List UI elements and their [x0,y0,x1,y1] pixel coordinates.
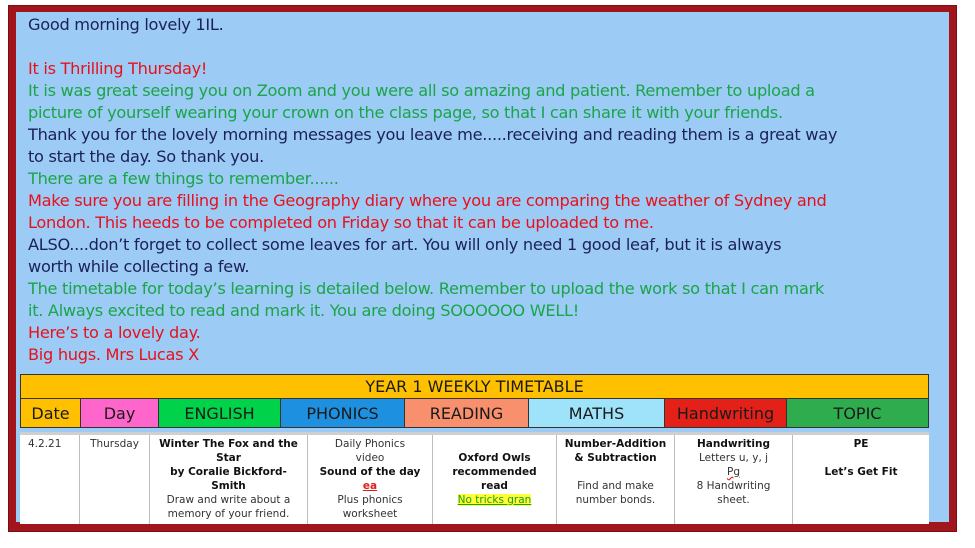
header-day: Day [81,399,159,427]
topic-activity: Let’s Get Fit [824,466,898,478]
topic-title: PE [853,438,869,450]
header-topic: TOPIC [787,399,928,427]
cell-date [20,435,80,524]
weekly-timetable [20,374,929,520]
phonics-line1: Daily Phonics [334,438,406,450]
phonics-sound: ea [362,480,378,492]
maths-spacer [560,465,671,479]
message-line: worth while collecting a few. [28,257,250,276]
english-author: by Coralie Bickford-Smith [170,466,287,492]
handwriting-letters: Letters u, y, j [698,452,769,464]
date-value: 4.2.21 [28,438,62,450]
message-line: Thank you for the lovely morning messages you leave me.....receiving and reading them is a great way [28,125,838,144]
message-line: It is Thrilling Thursday! [28,59,208,78]
timetable-header-row [20,398,929,428]
phonics-sound-label: Sound of the day [319,466,421,478]
english-task-line2: memory of your friend. [167,508,290,520]
maths-line4: number bonds. [575,494,656,506]
message-line: it. Always excited to read and mark it. You are doing SOOOOOO WELL! [28,301,579,320]
phonics-line3: Plus phonics [337,494,403,506]
maths-line2: & Subtraction [574,452,657,464]
header-maths: MATHS [529,399,665,427]
message-spacer [28,36,948,58]
header-handwriting: Handwriting [665,399,787,427]
reading-line1: Oxford Owls [458,452,531,464]
message-line: It is was great seeing you on Zoom and you were all so amazing and patient. Remember to upload a [28,81,815,100]
morning-message [28,14,948,366]
cell-reading [433,435,557,524]
message-line: Make sure you are filling in the Geography diary where you are comparing the weather of Sydney and [28,191,827,210]
reading-book-link[interactable]: No tricks gran [457,494,532,506]
message-line: Good morning lovely 1IL. [28,15,224,34]
maths-line3: Find and make [577,480,654,492]
message-line: picture of yourself wearing your crown on the class page, so that I can share it with your friends. [28,103,783,122]
message-line: to start the day. So thank you. [28,147,264,166]
reading-line3: read [481,480,508,492]
maths-line1: Number-Addition [564,438,667,450]
message-line: There are a few things to remember...... [28,169,339,188]
handwriting-line3: sheet. [717,494,750,506]
cell-handwriting [675,435,793,524]
handwriting-page-prefix: Pg [727,466,740,478]
phonics-line2: video [355,452,385,464]
header-english: ENGLISH [159,399,281,427]
reading-line2: recommended [452,466,537,478]
header-phonics: PHONICS [281,399,405,427]
message-line: ALSO....don’t forget to collect some leaves for art. You will only need 1 good leaf, but it is always [28,235,782,254]
cell-maths [557,435,675,524]
header-reading: READING [405,399,529,427]
english-task-line1: Draw and write about a [166,494,291,506]
phonics-line4: worksheet [342,508,398,520]
header-date: Date [21,399,81,427]
cell-english [150,435,308,524]
topic-spacer [796,451,926,465]
cell-topic [793,435,929,524]
timetable-title: YEAR 1 WEEKLY TIMETABLE [20,374,929,398]
timetable-row [20,432,929,524]
message-line: Here’s to a lovely day. [28,323,201,342]
message-line: London. This heeds to be completed on Friday so that it can be uploaded to me. [28,213,654,232]
handwriting-page-rest: 8 Handwriting [696,480,771,492]
english-title: Winter The Fox and the Star [159,438,298,464]
cell-day [80,435,150,524]
message-line: Big hugs. Mrs Lucas X [28,345,199,364]
cell-phonics [308,435,433,524]
message-line: The timetable for today’s learning is detailed below. Remember to upload the work so that I can mark [28,279,825,298]
handwriting-title: Handwriting [697,438,770,450]
day-value: Thursday [90,438,139,450]
